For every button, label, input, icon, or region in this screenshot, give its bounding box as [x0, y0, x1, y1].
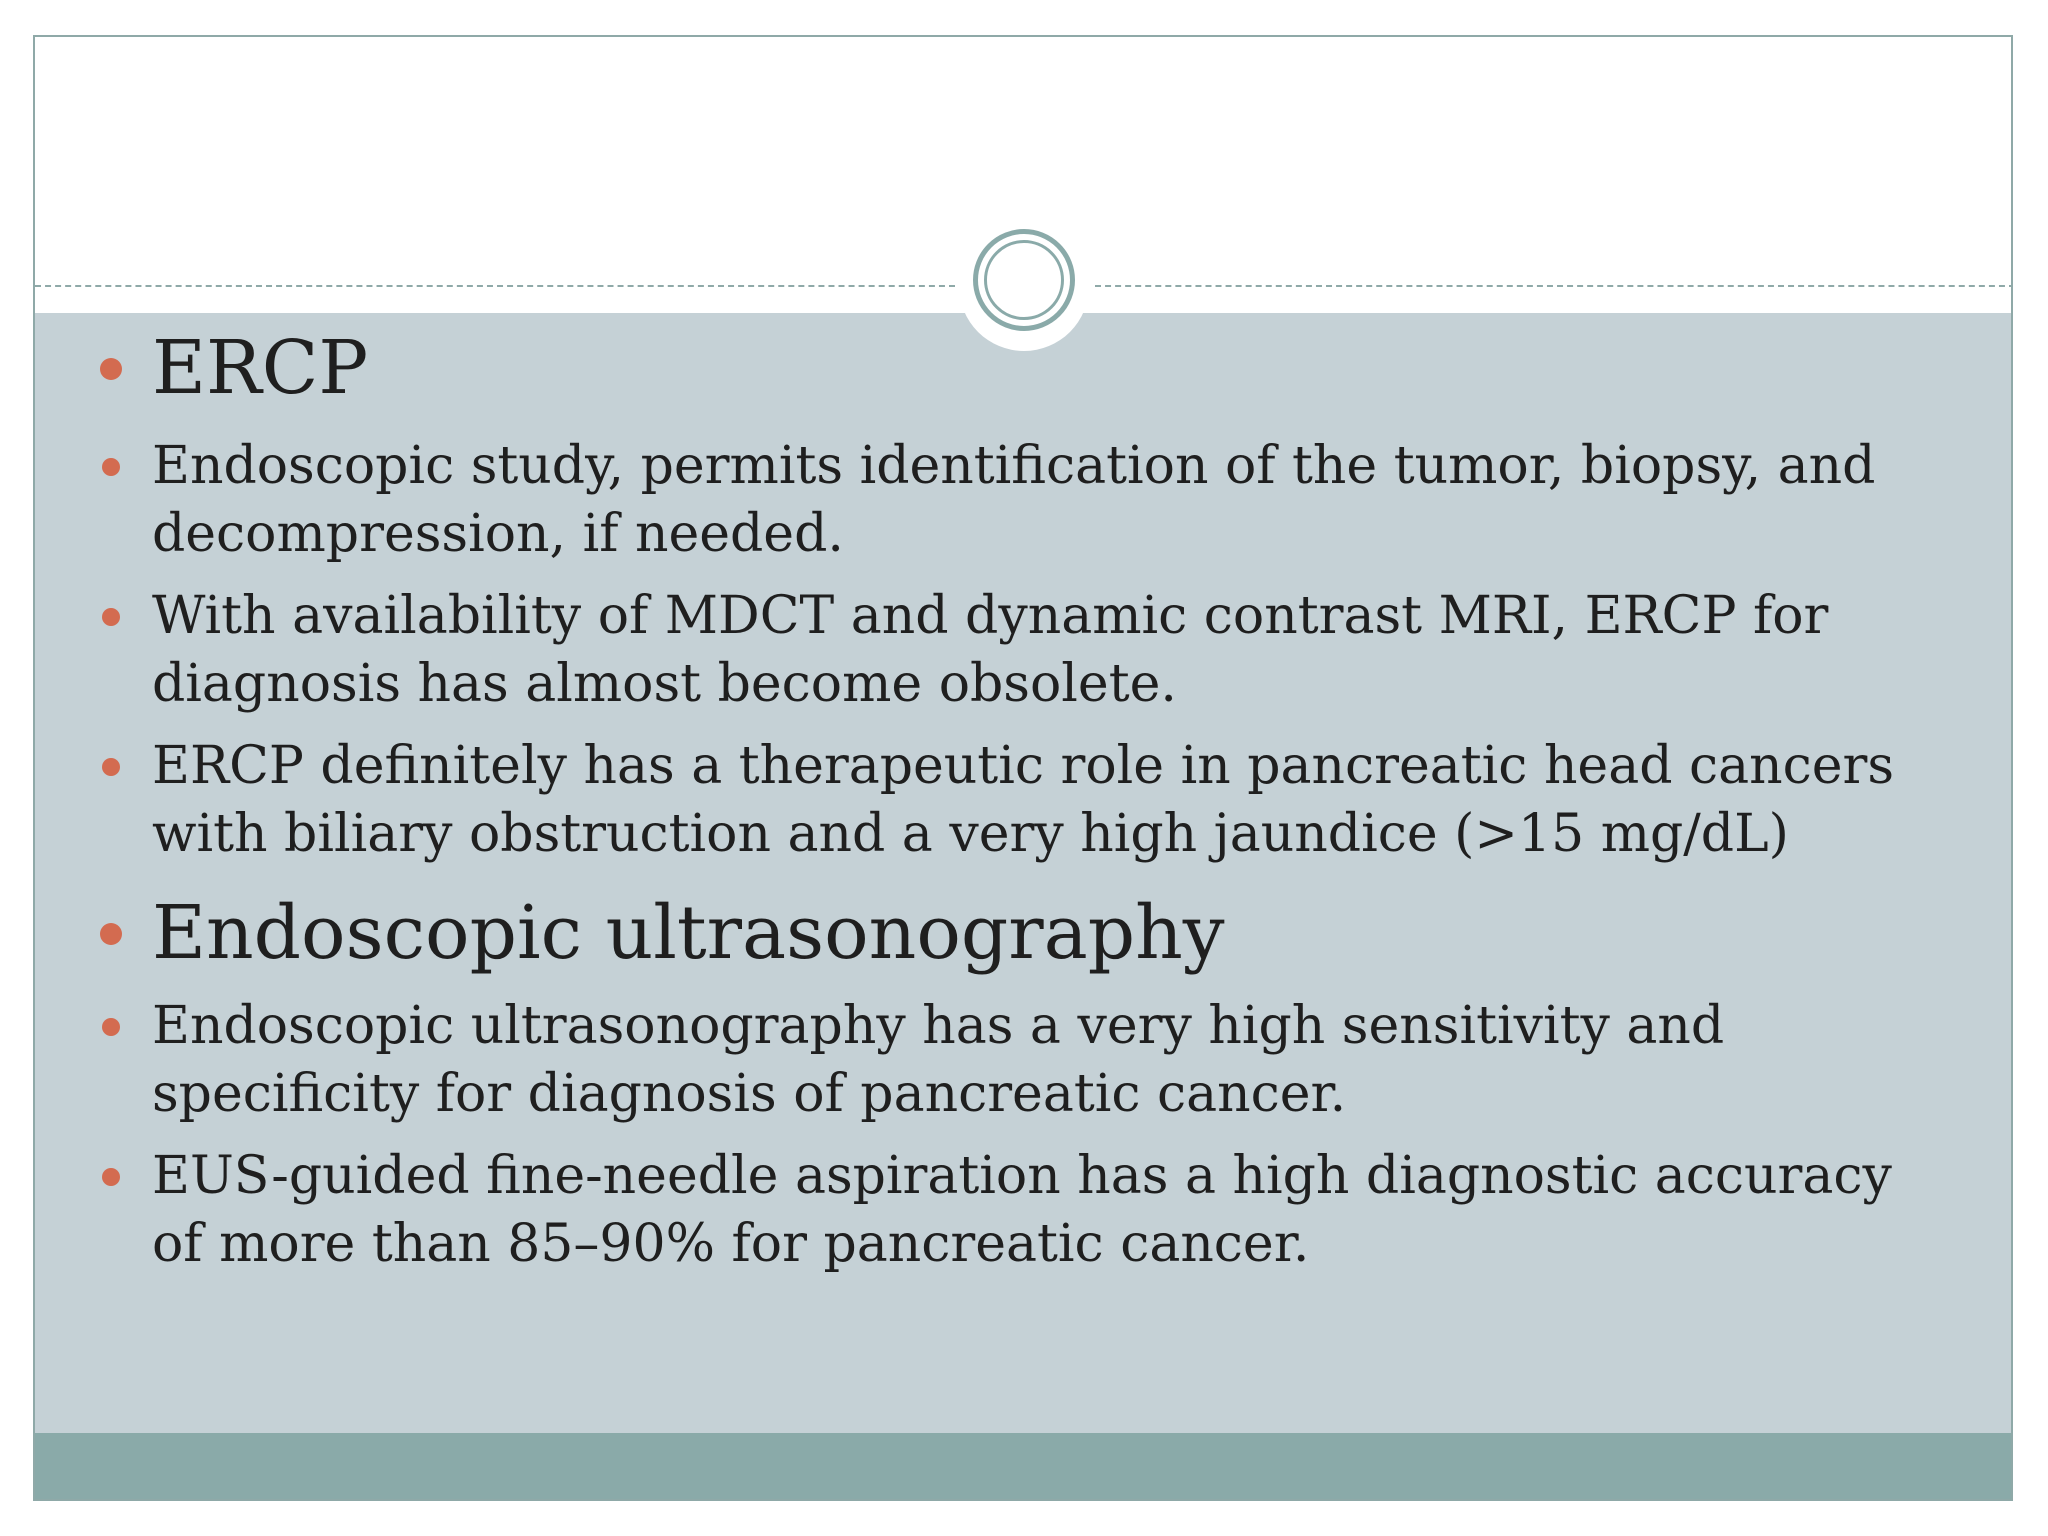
bullet-text: Endoscopic ultrasonography has a very high sensitivity and specificity for diagnosis of pancreatic cancer.: [152, 996, 1725, 1124]
bullet-item-eus-sensitivity: [152, 992, 1952, 1128]
bullet-dot-icon: [102, 458, 120, 476]
bullet-dot-icon: [102, 608, 120, 626]
bullet-item-ercp-endoscopic-study: [152, 432, 1952, 568]
bullet-text: EUS-guided fine-needle aspiration has a high diagnostic accuracy of more than 85–90% for pancreatic cancer.: [152, 1146, 1892, 1274]
slide-footer-band: [35, 1433, 2011, 1501]
bullet-item-ercp-therapeutic: [152, 732, 1952, 868]
bullet-dot-icon: [102, 1018, 120, 1036]
slide: [33, 35, 2013, 1501]
bullet-dot-icon: [102, 758, 120, 776]
bullet-text: With availability of MDCT and dynamic contrast MRI, ERCP for diagnosis has almost become obsolete.: [152, 586, 1829, 714]
bullet-item-eus-heading: [152, 890, 1952, 976]
bullet-text: Endoscopic study, permits identification of the tumor, biopsy, and decompression, if needed.: [152, 436, 1876, 564]
bullet-item-ercp-obsolete: [152, 582, 1952, 718]
bullet-text: ERCP: [152, 325, 369, 411]
bullet-text: ERCP definitely has a therapeutic role in pancreatic head cancers with biliary obstruction and a very high jaundice (>15 mg/dL): [152, 736, 1895, 864]
bullet-dot-icon: [102, 1168, 120, 1186]
bullet-item-ercp-heading: [152, 325, 1952, 411]
bullet-dot-icon: [100, 923, 122, 945]
header-divider-right: [1095, 285, 2013, 287]
header-divider-left: [35, 285, 955, 287]
bullet-item-eus-fna: [152, 1142, 1952, 1278]
bullet-dot-icon: [100, 358, 122, 380]
bullet-text: Endoscopic ultrasonography: [152, 890, 1225, 976]
decorative-ring-icon: [973, 229, 1075, 331]
decorative-ring-inner: [984, 240, 1064, 320]
